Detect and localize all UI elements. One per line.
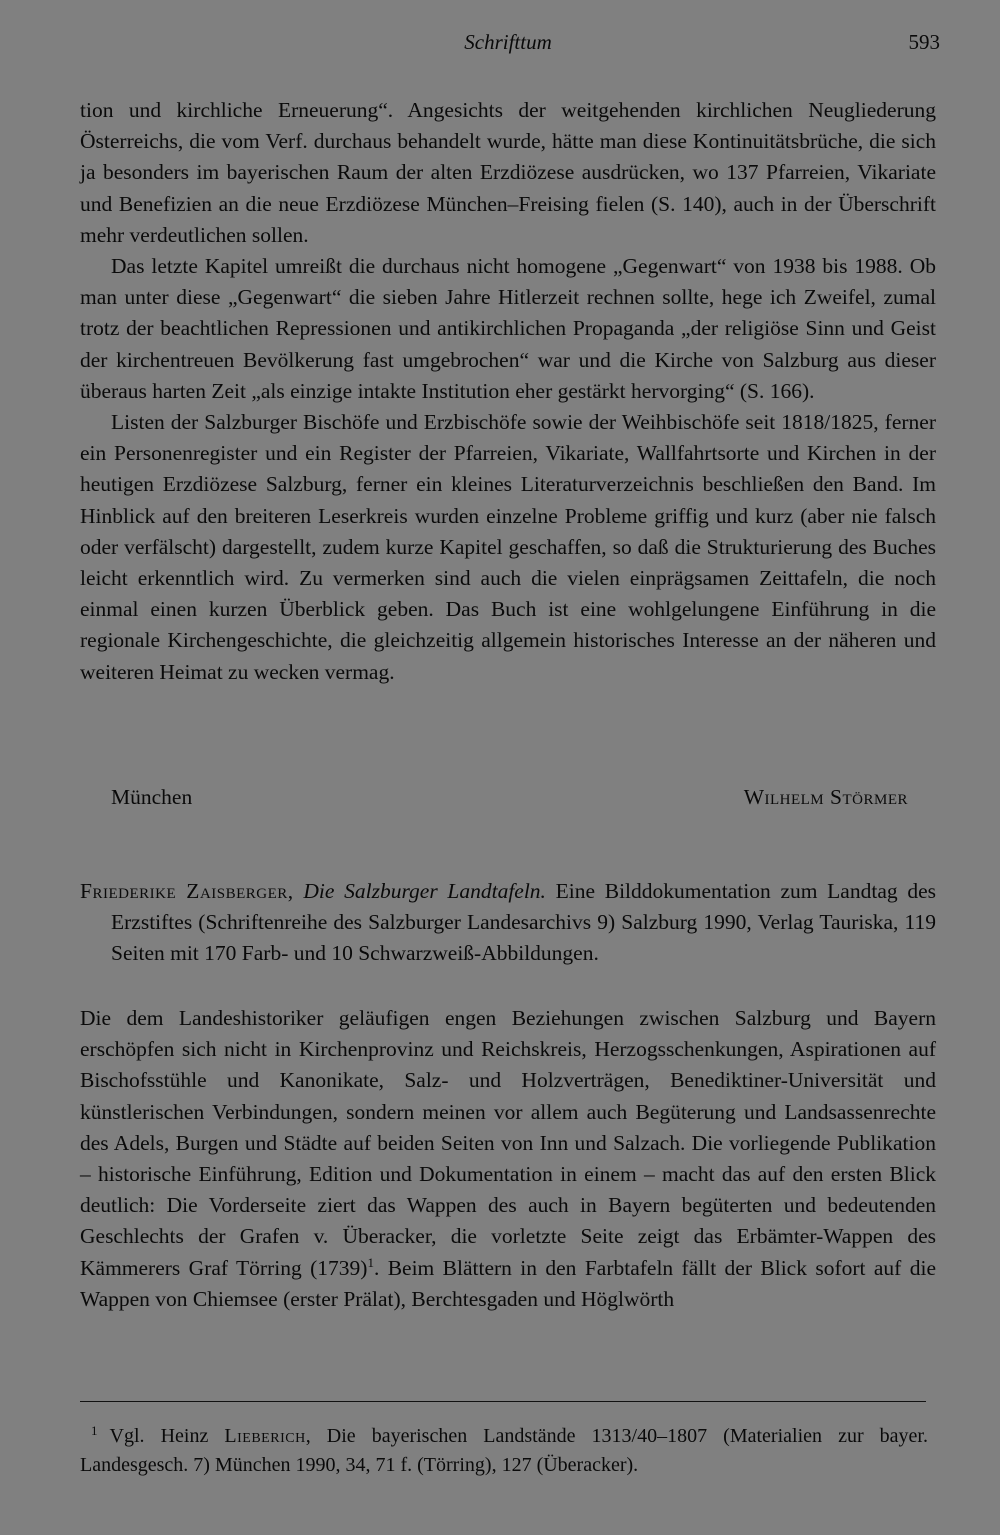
review-text-before-note: Die dem Landeshistoriker geläufigen engen Beziehungen zwischen Salzburg und Bayern erschöpfen sich nicht in Kirchenprovinz und Reichskreis, Herzogsschenkungen, Aspirationen auf Bischofsstühle und Kanonikate, Salz- und Holzverträgen, Benediktiner-Universität und künstlerischen Verbindungen, sondern meinen vor allem auch Begüterung und Landsassenrechte des Adels, Burgen und Städte auf beiden Seiten von Inn und Salzach. Die vorliegende Publikation – historische Einführung, Edition und Dokumentation in einem – macht das auf den ersten Blick deutlich: Die Vorderseite ziert das Wappen des auch in Bayern begüterten und bedeutenden Geschlechts der Grafen v. Überacker, die vorletzte Seite zeigt das Erbämter-Wappen des Kämmerers Graf Törring (1739) xyxy=(80,1006,936,1280)
reviewer-name: Wilhelm Störmer xyxy=(743,785,908,809)
footnote-divider xyxy=(80,1401,926,1402)
paragraph-3: Listen der Salzburger Bischöfe und Erzbischöfe sowie der Weihbischöfe seit 1818/1825, ferner ein Personenregister und ein Register der Pfarreien, Vikariate, Wallfahrtsorte und Kirchen in der heutigen Erzdiözese Salzburg, ferner ein kleines Literaturverzeichnis beschließen den Band. Im Hinblick auf den breiteren Leserkreis wurden einzelne Probleme griffig und kurz (aber nie falsch oder verfälscht) dargestellt, zudem kurze Kapitel geschaffen, so daß die Strukturierung des Buches leicht erkenntlich wird. Zu vermerken sind auch die vielen einprägsamen Zeittafeln, die noch einmal einen kurzen Überblick geben. Das Buch ist eine wohlgelungene Einführung in die regionale Kirchengeschichte, die gleichzeitig allgemein historisches Interesse an der näheren und weiteren Heimat zu wecken vermag. xyxy=(80,410,936,684)
running-head xyxy=(80,30,940,60)
paragraph-1: tion und kirchliche Erneuerung“. Angesichts der weitgehenden kirchlichen Neugliederung Österreichs, die vom Verf. durchaus behandelt wurde, hätte man diese Kontinuitätsbrüche, die sich ja besonders im bayerischen Raum der alten Erzdiözese ausdrücken, wo 137 Pfarreien, Vikariate und Benefizien an die neue Erzdiözese München–Freising fielen (S. 140), auch in der Überschrift mehr verdeutlichen sollen. xyxy=(80,98,936,247)
review-continuation xyxy=(80,95,936,688)
footnote-text: , Die bayerischen Landstände 1313/40–1807 (Materialien zur bayer. Landesgesch. 7) München 1990, 34, 71 f. (Törring), 127 (Überacker). xyxy=(80,1425,928,1476)
book-author: Friederike Zaisberger, xyxy=(80,879,294,903)
footnote-author: Lieberich xyxy=(224,1425,306,1447)
footnote-mark: 1 xyxy=(91,1423,98,1438)
signature-place: München xyxy=(111,785,193,809)
review-paragraph xyxy=(80,1003,936,1315)
book-bibliography: Eine Bilddokumentation zum Landtag des Erzstiftes (Schriftenreihe des Salzburger Landesarchivs 9) Salzburg 1990, Verlag Tauriska, 119 Seiten mit 170 Farb- und 10 Schwarzweiß-Abbildungen. xyxy=(111,879,936,966)
running-title: Schrifttum xyxy=(464,30,552,54)
review-body xyxy=(80,1003,936,1315)
footnote xyxy=(80,1416,928,1480)
page-number: 593 xyxy=(908,30,940,54)
book-citation xyxy=(80,876,936,970)
book-page xyxy=(80,0,940,1535)
footnote-prefix: Vgl. Heinz xyxy=(109,1425,225,1447)
review-signature xyxy=(80,785,936,816)
review-text-after-note: . Beim Blättern in den Farbtafeln fällt der Blick sofort auf die Wappen von Chiemsee (erster Prälat), Berchtesgaden und Höglwörth xyxy=(80,1255,936,1311)
paragraph-2: Das letzte Kapitel umreißt die durchaus nicht homogene „Gegenwart“ von 1938 bis 1988. Ob man unter diese „Gegenwart“ die sieben Jahre Hitlerzeit rechnen sollte, hege ich Zweifel, zumal trotz der beachtlichen Repressionen und antikirchlichen Propaganda „der religiöse Sinn und Geist der kirchentreuen Bevölkerung fast umgebrochen“ war und die Kirche von Salzburg aus dieser überaus harten Zeit „als einzige intakte Institution eher gestärkt hervorging“ (S. 166). xyxy=(80,254,936,403)
book-title: Die Salzburger Landtafeln. xyxy=(303,879,546,903)
footnote-reference: 1 xyxy=(367,1254,374,1270)
